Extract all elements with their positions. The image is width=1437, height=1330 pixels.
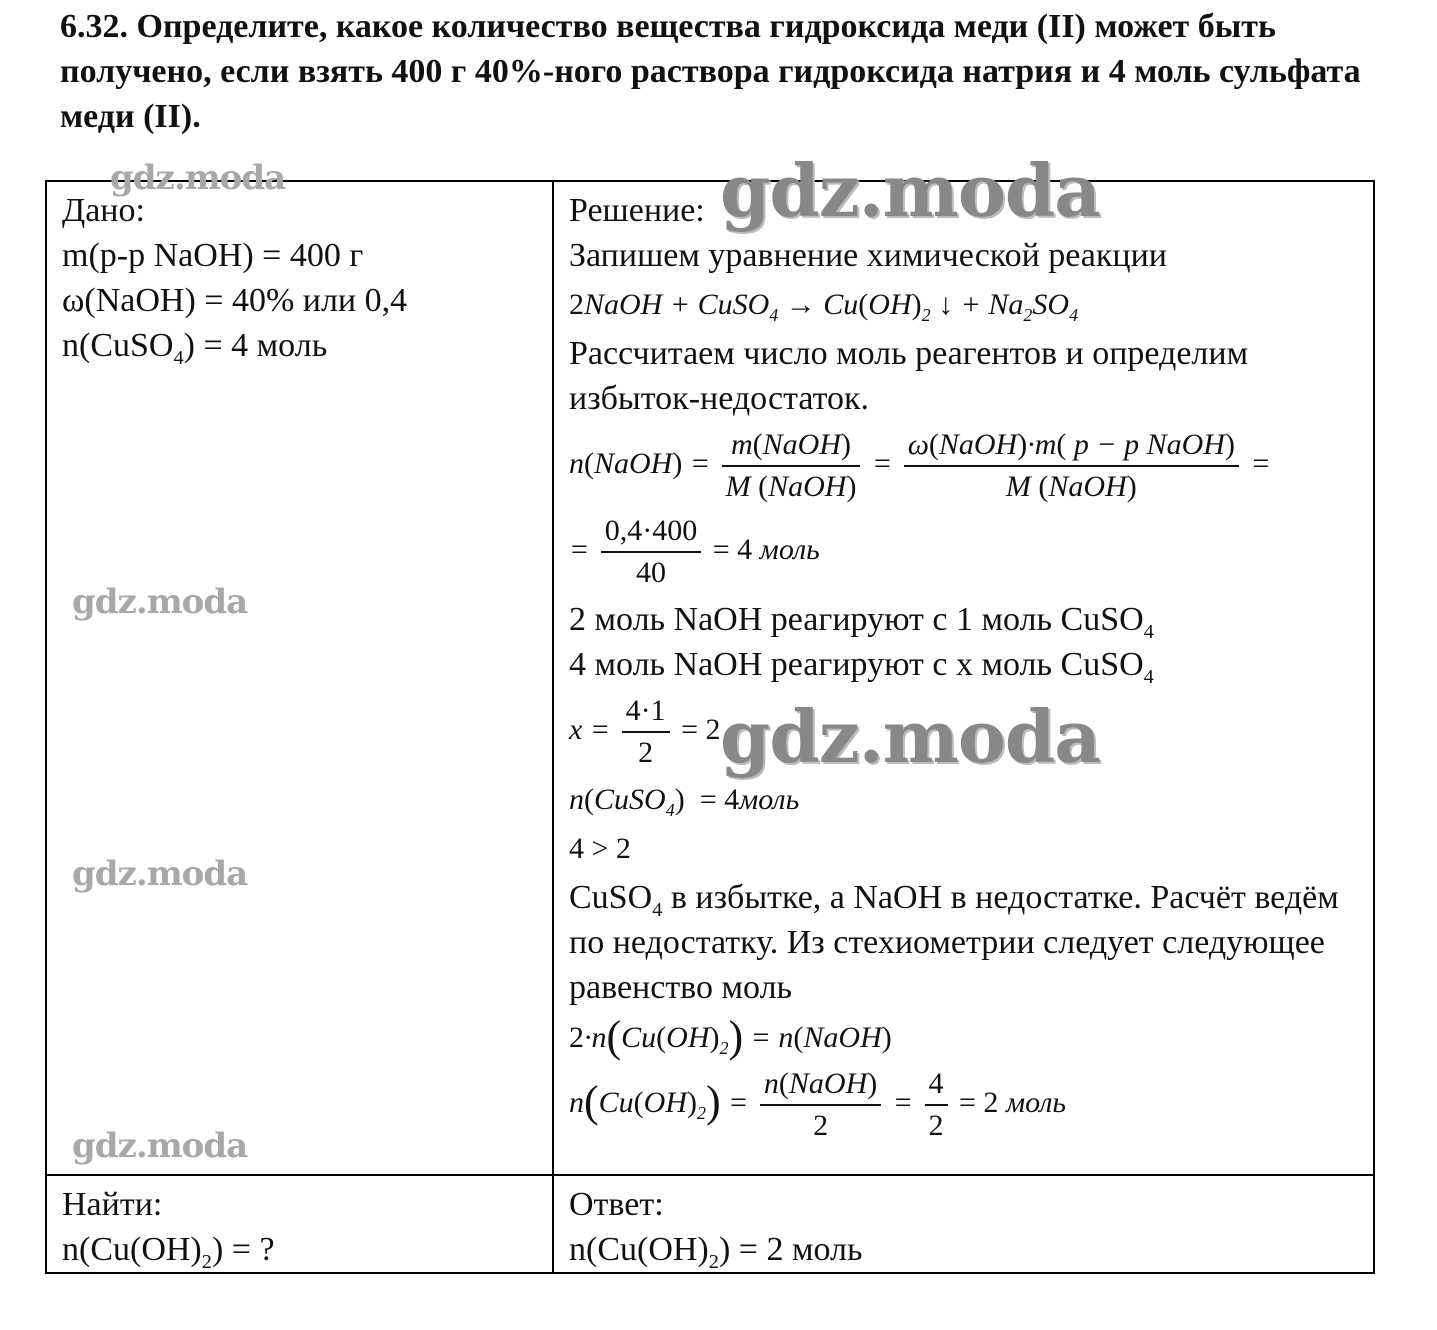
given-cell xyxy=(46,181,553,1175)
watermark: gdz.moda xyxy=(72,582,248,622)
find-title: Найти: xyxy=(62,1186,163,1223)
watermark: gdz.moda xyxy=(720,148,1100,233)
solution-title: Решение: xyxy=(569,192,705,229)
given-moles: n(CuSO$_4$) = 4 моль xyxy=(62,327,328,369)
excess-conclusion: CuSO$_4$ в избытке, а NaOH в недостатке. Расчёт ведём по недостатку. Из стехиометрии следует следующее равенство моль xyxy=(569,879,1339,1006)
formula-naoh-calc: = $\frac{0,4\cdot 400}{40}$ = 4 моль xyxy=(569,511,1365,593)
watermark: gdz.moda xyxy=(720,694,1100,779)
watermark: gdz.moda xyxy=(110,158,286,198)
given-title: Дано: xyxy=(62,192,145,229)
given-mass: m(р-р NaOH) = 400 г xyxy=(62,237,364,274)
solution-text-excess: Рассчитаем число моль реагентов и определим избыток-недостаток. xyxy=(569,335,1249,417)
watermark: gdz.moda xyxy=(72,1126,248,1166)
problem-statement: 6.32. Определите, какое количество вещества гидроксида меди (II) может быть получено, если взять 400 г 40%-ного раствора гидроксида натрия и 4 моль сульфата меди (II). xyxy=(60,8,1361,135)
formula-cuso4: n(CuSO$_4$) = 4моль xyxy=(569,783,800,820)
answer-cell xyxy=(553,1175,1374,1273)
formula-naoh-moles: n(NaOH) = m(NaOH) M (NaOH) = ω(NaOH)·m( p − p NaOH) M (NaOH) = xyxy=(569,425,1365,507)
solution-text-equation: Запишем уравнение химической реакции xyxy=(569,237,1167,274)
given-fraction: ω(NaOH) = 40% или 0,4 xyxy=(62,282,408,319)
solution-cell xyxy=(553,181,1374,1175)
formula-x: x = $\frac{4\cdot 1}{2}$ = 2 xyxy=(569,691,1365,773)
find-cell xyxy=(46,1175,553,1273)
reaction-equation: 2NaOH + CuSO$_4$ → $Cu(OH)_2$ ↓ + $Na_2SO_4$ xyxy=(569,288,1079,325)
stoich-line-2: 4 моль NaOH реагируют с x моль CuSO$_4$ xyxy=(569,646,1154,688)
stoich-line-1: 2 моль NaOH реагируют с 1 моль CuSO$_4$ xyxy=(569,601,1154,643)
formula-equality: $2\cdot n(Cu(OH)_2)$ = n(NaOH) xyxy=(569,1012,892,1061)
answer-value: $n(Cu(OH)_2) = 2$ моль xyxy=(569,1231,863,1273)
watermark: gdz.moda xyxy=(72,854,248,894)
formula-result: $n(Cu(OH)_2)$ = n(NaOH) 2 = $\frac{4}{2}$ = 2 моль xyxy=(569,1064,1365,1146)
find-value: $n(Cu(OH)_2)$ = ? xyxy=(62,1231,275,1273)
solution-table xyxy=(45,180,1375,1274)
comparison: 4 > 2 xyxy=(569,832,631,865)
answer-title: Ответ: xyxy=(569,1186,664,1223)
